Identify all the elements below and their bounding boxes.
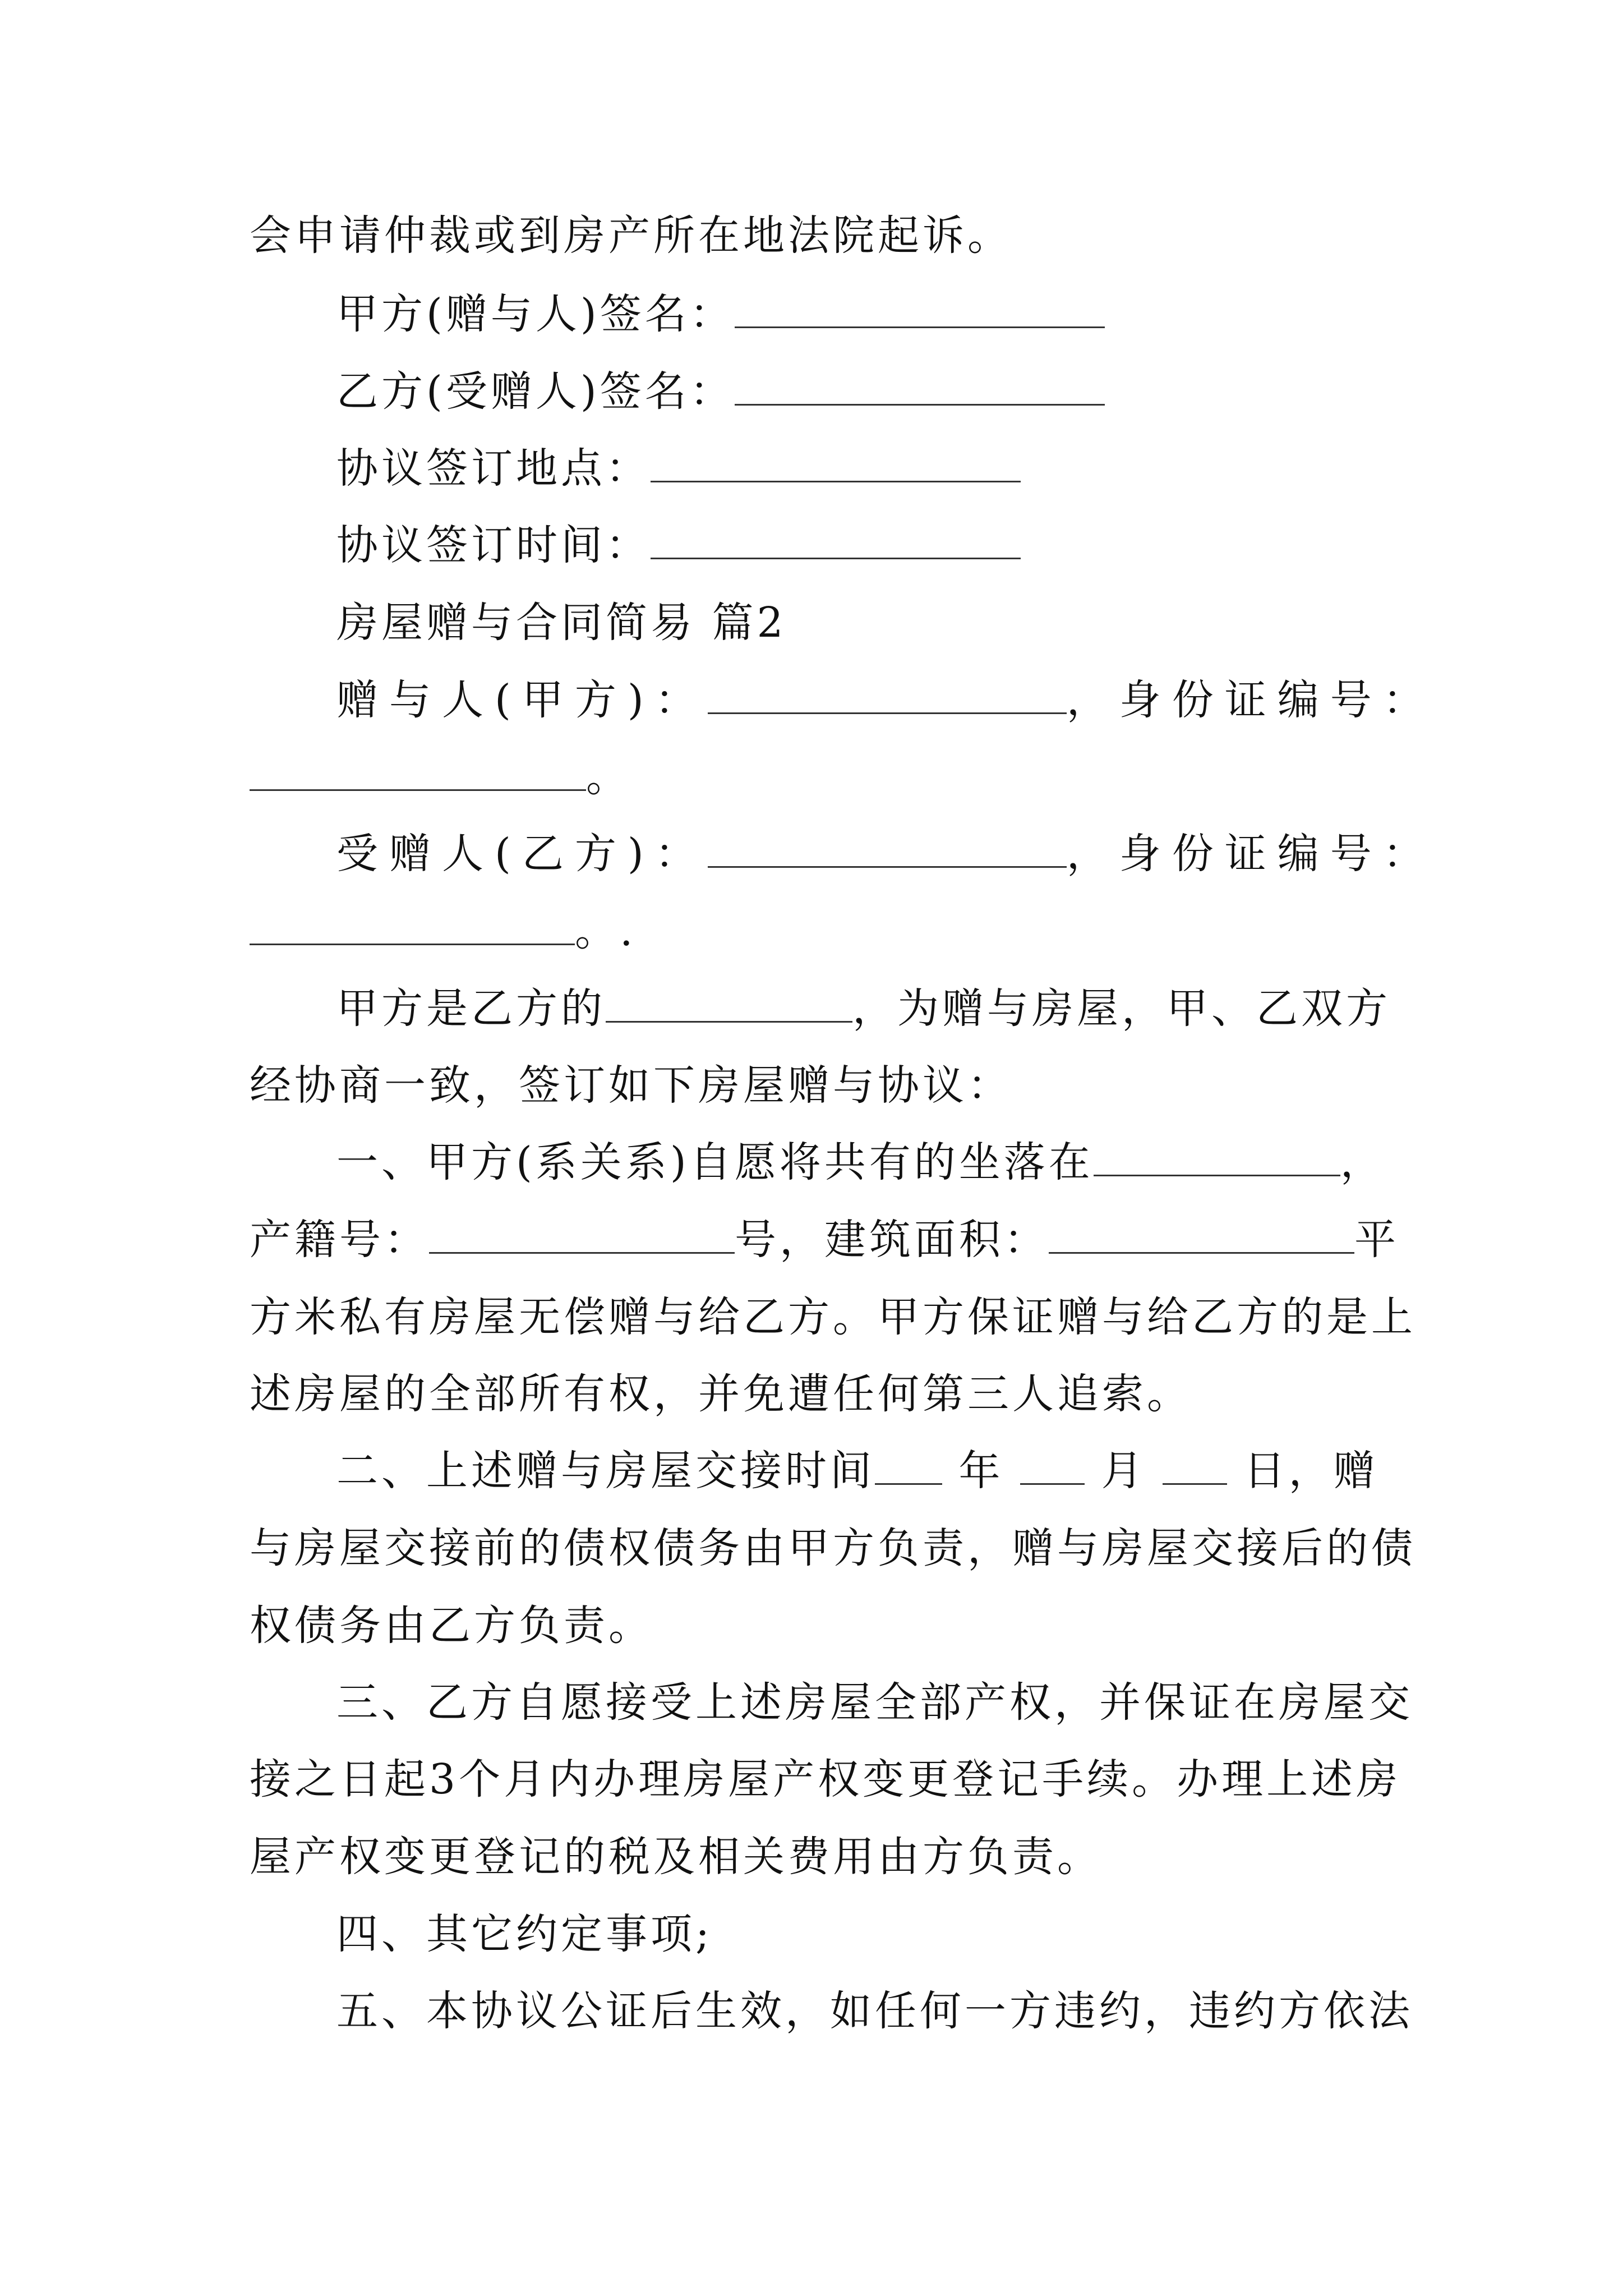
signing-place-line xyxy=(336,440,1021,496)
intro-line-1 xyxy=(336,981,1391,1037)
clause-1-text-g: 述房屋的全部所有权，并免遭任何第三人追索。 xyxy=(250,1370,1192,1418)
clause-1-text-d: 号，建筑面积： xyxy=(735,1216,1049,1264)
clause-1-text-a: 一、甲方(系关系)自愿将共有的坐落在 xyxy=(336,1138,1094,1186)
intro-text-b: ，为赠与房屋，甲、乙双方 xyxy=(852,984,1391,1033)
section-title-text: 房屋赠与合同简易 篇2 xyxy=(336,599,787,647)
donor-id-end: 。 xyxy=(586,753,631,801)
clause-1-line-4 xyxy=(250,1366,1192,1422)
donee-signature-blank[interactable] xyxy=(735,367,1105,406)
clause-3-text-b: 接之日起3个月内办理房屋产权变更登记手续。办理上述房 xyxy=(250,1755,1401,1803)
clause-1-text-c: 产籍号： xyxy=(250,1216,429,1264)
day-label: 日，赠 xyxy=(1243,1447,1378,1495)
location-blank[interactable] xyxy=(1094,1138,1340,1176)
area-blank[interactable] xyxy=(1049,1215,1354,1254)
clause-4-text: 四、其它约定事项; xyxy=(336,1910,713,1958)
clause-3-line-1 xyxy=(336,1674,1413,1731)
month-label: 月 xyxy=(1101,1447,1146,1495)
year-blank[interactable] xyxy=(875,1446,942,1485)
clause-2-text-b: 与房屋交接前的债权债务由甲方负责，赠与房屋交接后的债 xyxy=(250,1524,1416,1572)
clause-3-line-3 xyxy=(250,1829,1102,1885)
donor-signature-label: 甲方(赠与人)签名： xyxy=(336,290,735,338)
clause-1-text-b: ， xyxy=(1340,1138,1385,1186)
donee-label: 受赠人(乙方)： xyxy=(336,830,708,878)
clause-5-line xyxy=(336,1983,1413,2039)
clause-2-text-a: 二、上述赠与房屋交接时间 xyxy=(336,1447,875,1495)
line-text: 会申请仲裁或到房产所在地法院起诉。 xyxy=(250,211,1012,260)
donor-id-label: ，身份证编号： xyxy=(1066,676,1436,724)
signing-place-label: 协议签订地点： xyxy=(336,444,651,493)
clause-4-line xyxy=(336,1906,713,1962)
donor-id-line xyxy=(250,749,631,805)
text-line xyxy=(250,208,1012,264)
donor-line xyxy=(336,672,1436,728)
donee-id-blank[interactable] xyxy=(250,907,575,945)
clause-5-text: 五、本协议公证后生效，如任何一方违约，违约方依法 xyxy=(336,1987,1413,2035)
signing-time-blank[interactable] xyxy=(651,521,1021,559)
signing-place-blank[interactable] xyxy=(651,444,1021,482)
clause-1-line-1 xyxy=(336,1134,1385,1190)
signature-line-donor xyxy=(336,286,1105,342)
signing-time-line xyxy=(336,517,1021,573)
clause-1-text-f: 方米私有房屋无偿赠与给乙方。甲方保证赠与给乙方的是上 xyxy=(250,1293,1416,1341)
intro-text-c: 经协商一致，签订如下房屋赠与协议： xyxy=(250,1061,1012,1110)
intro-text-a: 甲方是乙方的 xyxy=(336,984,606,1033)
clause-2-line-2 xyxy=(250,1520,1416,1576)
clause-2-line-1 xyxy=(336,1443,1378,1499)
clause-2-line-3 xyxy=(250,1598,653,1654)
clause-1-text-e: 平 xyxy=(1354,1216,1399,1264)
clause-1-line-3 xyxy=(250,1289,1416,1345)
donor-label: 赠与人(甲方)： xyxy=(336,676,708,724)
clause-1-line-2 xyxy=(250,1212,1399,1268)
year-label: 年 xyxy=(958,1447,1004,1495)
donor-name-blank[interactable] xyxy=(708,675,1067,714)
signing-time-label: 协议签订时间： xyxy=(336,521,651,569)
relationship-blank[interactable] xyxy=(606,984,852,1023)
clause-2-text-c: 权债务由乙方负责。 xyxy=(250,1602,653,1650)
donee-line xyxy=(336,826,1436,882)
donee-signature-label: 乙方(受赠人)签名： xyxy=(336,367,735,416)
month-blank[interactable] xyxy=(1020,1446,1085,1485)
clause-3-text-a: 三、乙方自愿接受上述房屋全部产权，并保证在房屋交 xyxy=(336,1678,1413,1727)
day-blank[interactable] xyxy=(1163,1446,1227,1485)
donee-id-end: 。. xyxy=(575,907,637,955)
donor-id-blank[interactable] xyxy=(250,752,586,791)
donee-id-label: ，身份证编号： xyxy=(1066,830,1436,878)
section-title xyxy=(336,595,787,651)
donee-name-blank[interactable] xyxy=(708,829,1067,868)
donor-signature-blank[interactable] xyxy=(735,289,1105,328)
clause-3-line-2 xyxy=(250,1751,1401,1807)
intro-line-2 xyxy=(250,1057,1012,1114)
clause-3-text-c: 屋产权变更登记的税及相关费用由方负责。 xyxy=(250,1833,1102,1881)
donee-id-line xyxy=(250,903,637,959)
property-number-blank[interactable] xyxy=(429,1215,735,1254)
signature-line-donee xyxy=(336,364,1105,420)
